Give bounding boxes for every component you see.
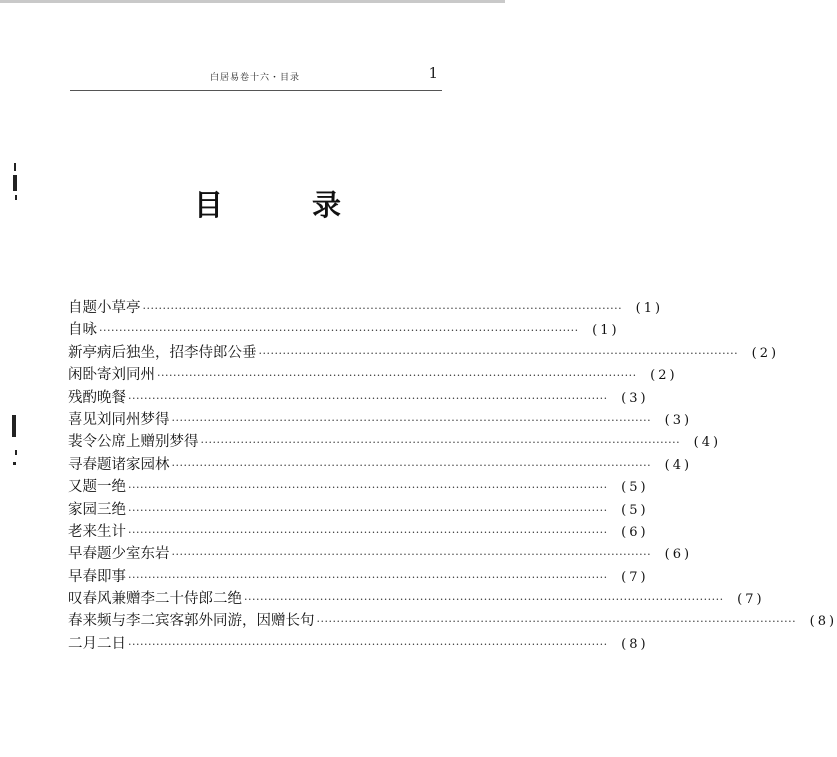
toc-entry (68, 588, 765, 610)
toc-entry-title: 喜见刘同州梦得 (68, 411, 170, 428)
toc-entry (68, 499, 649, 521)
toc-entry-title: 早春即事 (68, 568, 126, 585)
toc-entry-title: 又题一绝 (68, 479, 126, 496)
toc-entry-title: 裴令公席上赠别梦得 (68, 434, 199, 451)
toc-entry-page: (3) (621, 390, 649, 406)
toc-entry (68, 319, 620, 341)
toc-entry (68, 297, 664, 319)
running-title: 白居易卷十六・目录 (209, 73, 300, 83)
toc-entry-page: (1) (635, 301, 664, 316)
toc-entry-title: 二月二日 (68, 635, 126, 652)
toc-leader-dots: ························································································································ (171, 548, 652, 562)
toc-entry (68, 342, 780, 364)
toc-entry (68, 454, 693, 476)
toc-entry (68, 364, 678, 386)
toc-entry (68, 521, 649, 543)
scan-artifact (15, 195, 17, 200)
toc-leader-dots: ························································································································ (258, 346, 739, 360)
toc-leader-dots: ························································································································ (128, 391, 608, 405)
toc-entry (68, 566, 649, 588)
toc-entry-title: 闲卧寄刘同州 (68, 367, 155, 384)
toc-entry-title: 自题小草亭 (68, 300, 141, 316)
scan-artifact (14, 163, 16, 171)
toc-entry-page: (3) (664, 412, 693, 428)
scan-artifact (13, 462, 16, 465)
toc-entry-page: (7) (737, 592, 765, 608)
toc-entry-title: 自咏 (68, 322, 97, 339)
toc-leader-dots: ························································································································ (99, 324, 579, 338)
toc-leader-dots: ························································································································ (171, 413, 652, 427)
toc-leader-dots: ························································································································ (128, 481, 608, 495)
toc-entry (68, 409, 693, 431)
toc-leader-dots: ························································································································ (128, 525, 608, 539)
toc-entry-page: (2) (751, 345, 780, 361)
toc-entry-page: (8) (621, 636, 649, 652)
page-title: 目 录 (193, 188, 371, 222)
toc-entry-title: 早春题少室东岩 (68, 546, 170, 563)
header-rule (70, 90, 442, 91)
toc-entry-title: 春来频与李二宾客郭外同游，因赠长句 (68, 613, 315, 630)
toc-entry-title: 寻春题诸家园林 (68, 456, 170, 473)
toc-entry-page: (1) (592, 323, 620, 339)
toc-entry-page: (6) (664, 547, 693, 563)
toc-entry-page: (5) (621, 502, 649, 518)
toc-entry (68, 476, 649, 498)
toc-entry (68, 431, 722, 453)
toc-entry (68, 543, 693, 565)
toc-entry-page: (4) (693, 435, 722, 451)
toc-entry-page: (7) (621, 569, 649, 585)
running-header (70, 64, 440, 90)
toc-leader-dots: ························································································································ (128, 503, 608, 517)
toc-leader-dots: ························································································································ (200, 436, 681, 450)
toc-leader-dots: ························································································································ (128, 570, 608, 584)
toc-leader-dots: ························································································································ (316, 615, 797, 629)
toc-leader-dots: ························································································································ (128, 637, 608, 651)
toc-entry-title: 家园三绝 (68, 501, 126, 518)
page-number: 1 (428, 64, 438, 82)
toc-entry-page: (5) (621, 480, 649, 496)
toc-entry (68, 633, 649, 655)
table-of-contents (68, 297, 837, 655)
toc-leader-dots: ························································································································ (157, 369, 637, 383)
toc-entry-title: 叹春风兼赠李二十侍郎二绝 (68, 591, 242, 608)
scan-artifact (12, 415, 16, 437)
toc-leader-dots: ························································································································ (171, 458, 652, 472)
toc-entry (68, 387, 649, 409)
toc-entry-title: 老来生计 (68, 523, 126, 540)
toc-entry-page: (8) (809, 614, 837, 630)
toc-leader-dots: ························································································································ (244, 593, 724, 607)
toc-entry-page: (2) (650, 368, 678, 384)
scan-artifact (15, 450, 17, 455)
toc-leader-dots: ························································································································ (142, 302, 623, 315)
page-top-edge (0, 0, 505, 3)
scan-artifact (13, 175, 17, 191)
toc-entry-page: (6) (621, 524, 649, 540)
toc-entry (68, 610, 837, 632)
toc-entry-page: (4) (664, 457, 693, 473)
toc-entry-title: 新亭病后独坐，招李侍郎公垂 (68, 344, 257, 361)
toc-entry-title: 残酌晚餐 (68, 389, 126, 406)
